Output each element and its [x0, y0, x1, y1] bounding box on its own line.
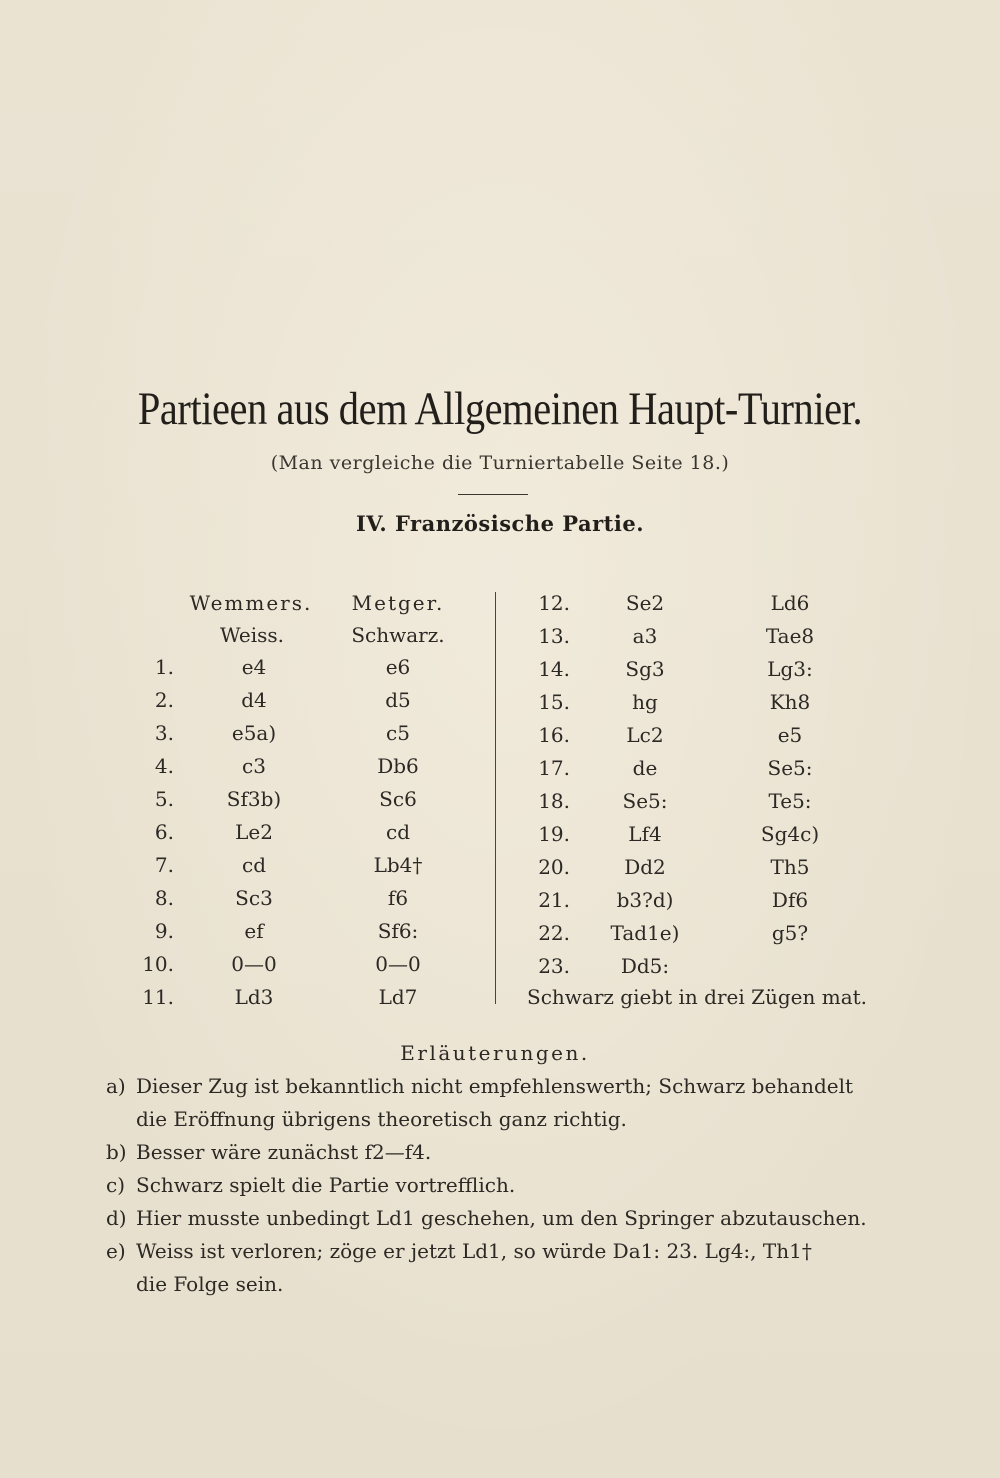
move-number: 5.	[154, 787, 174, 811]
white-move: de	[632, 756, 658, 780]
move-number: 10.	[142, 952, 174, 976]
black-move: Ld6	[770, 591, 810, 615]
black-player-name: Metger.	[351, 591, 445, 615]
white-move: Dd5:	[620, 954, 670, 978]
black-move: Df6	[771, 888, 809, 912]
white-move: Tad1e)	[610, 921, 680, 945]
move-number: 18.	[538, 789, 570, 813]
white-move: Lf4	[628, 822, 662, 846]
white-move: Se2	[625, 591, 665, 615]
white-move: ef	[244, 919, 264, 943]
note-marker: d)	[106, 1206, 127, 1230]
black-move: Kh8	[769, 690, 811, 714]
note-text: die Folge sein.	[136, 1272, 284, 1296]
black-move: d5	[385, 688, 411, 712]
move-number: 16.	[538, 723, 570, 747]
page-subtitle: (Man vergleiche die Turniertabelle Seite 18.)	[270, 452, 730, 474]
white-player-name: Wemmers.	[189, 591, 313, 615]
note-text: Dieser Zug ist bekanntlich nicht empfehlenswerth; Schwarz behandelt	[136, 1074, 854, 1098]
white-move: e5a)	[231, 721, 277, 745]
black-move: Ld7	[378, 985, 418, 1009]
black-move: Lg3:	[767, 657, 813, 681]
white-move: c3	[242, 754, 266, 778]
move-number: 22.	[538, 921, 570, 945]
move-number: 6.	[154, 820, 174, 844]
move-number: 13.	[538, 624, 570, 648]
move-number: 1.	[154, 655, 174, 679]
move-number: 11.	[142, 985, 174, 1009]
notes-heading: Erläuterungen.	[400, 1041, 590, 1065]
black-move: e5	[777, 723, 803, 747]
column-divider	[495, 592, 496, 1004]
black-move: cd	[385, 820, 411, 844]
move-number: 15.	[538, 690, 570, 714]
game-conclusion: Schwarz giebt in drei Zügen mat.	[527, 985, 868, 1009]
black-move: Th5	[770, 855, 810, 879]
white-move: b3?d)	[616, 888, 674, 912]
white-move: a3	[632, 624, 658, 648]
section-heading: IV. Französische Partie.	[355, 511, 645, 536]
page-title: Partieen aus dem Allgemeinen Haupt-Turnier.	[137, 383, 863, 435]
black-move: Sc6	[379, 787, 417, 811]
white-move: Sg3	[625, 657, 665, 681]
move-number: 19.	[538, 822, 570, 846]
white-move: hg	[632, 690, 658, 714]
move-number: 23.	[538, 954, 570, 978]
note-marker: b)	[106, 1140, 127, 1164]
move-number: 2.	[154, 688, 174, 712]
white-move: Le2	[235, 820, 273, 844]
move-number: 20.	[538, 855, 570, 879]
note-text: Besser wäre zunächst f2—f4.	[136, 1140, 432, 1164]
move-number: 17.	[538, 756, 570, 780]
note-marker: c)	[106, 1173, 126, 1197]
note-text: Weiss ist verloren; zöge er jetzt Ld1, so würde Da1: 23. Lg4:, Th1†	[136, 1239, 812, 1263]
move-number: 21.	[538, 888, 570, 912]
black-move: g5?	[771, 921, 809, 945]
note-text: die Eröffnung übrigens theoretisch ganz richtig.	[136, 1107, 627, 1131]
note-text: Schwarz spielt die Partie vortrefflich.	[136, 1173, 516, 1197]
black-label: Schwarz.	[351, 623, 445, 647]
white-move: Sf3b)	[226, 787, 282, 811]
white-move: Dd2	[624, 855, 666, 879]
black-move: 0—0	[375, 952, 421, 976]
black-move: c5	[386, 721, 410, 745]
white-move: cd	[241, 853, 267, 877]
note-marker: e)	[106, 1239, 126, 1263]
black-move: Sf6:	[377, 919, 419, 943]
black-move: Lb4†	[373, 853, 423, 877]
white-move: d4	[241, 688, 267, 712]
black-move: f6	[387, 886, 409, 910]
white-move: Ld3	[234, 985, 274, 1009]
move-number: 8.	[154, 886, 174, 910]
move-number: 7.	[154, 853, 174, 877]
black-move: e6	[385, 655, 411, 679]
white-label: Weiss.	[219, 623, 285, 647]
black-move: Tae8	[765, 624, 815, 648]
white-move: Sc3	[235, 886, 273, 910]
note-marker: a)	[106, 1074, 126, 1098]
white-move: e4	[241, 655, 267, 679]
move-number: 14.	[538, 657, 570, 681]
black-move: Sg4c)	[760, 822, 820, 846]
move-number: 3.	[154, 721, 174, 745]
white-move: 0—0	[231, 952, 277, 976]
divider-rule	[458, 494, 528, 495]
black-move: Te5:	[768, 789, 812, 813]
white-move: Se5:	[622, 789, 668, 813]
black-move: Se5:	[767, 756, 813, 780]
move-number: 12.	[538, 591, 570, 615]
move-number: 9.	[154, 919, 174, 943]
move-number: 4.	[154, 754, 174, 778]
white-move: Lc2	[626, 723, 664, 747]
note-text: Hier musste unbedingt Ld1 geschehen, um den Springer abzutauschen.	[136, 1206, 867, 1230]
black-move: Db6	[377, 754, 419, 778]
